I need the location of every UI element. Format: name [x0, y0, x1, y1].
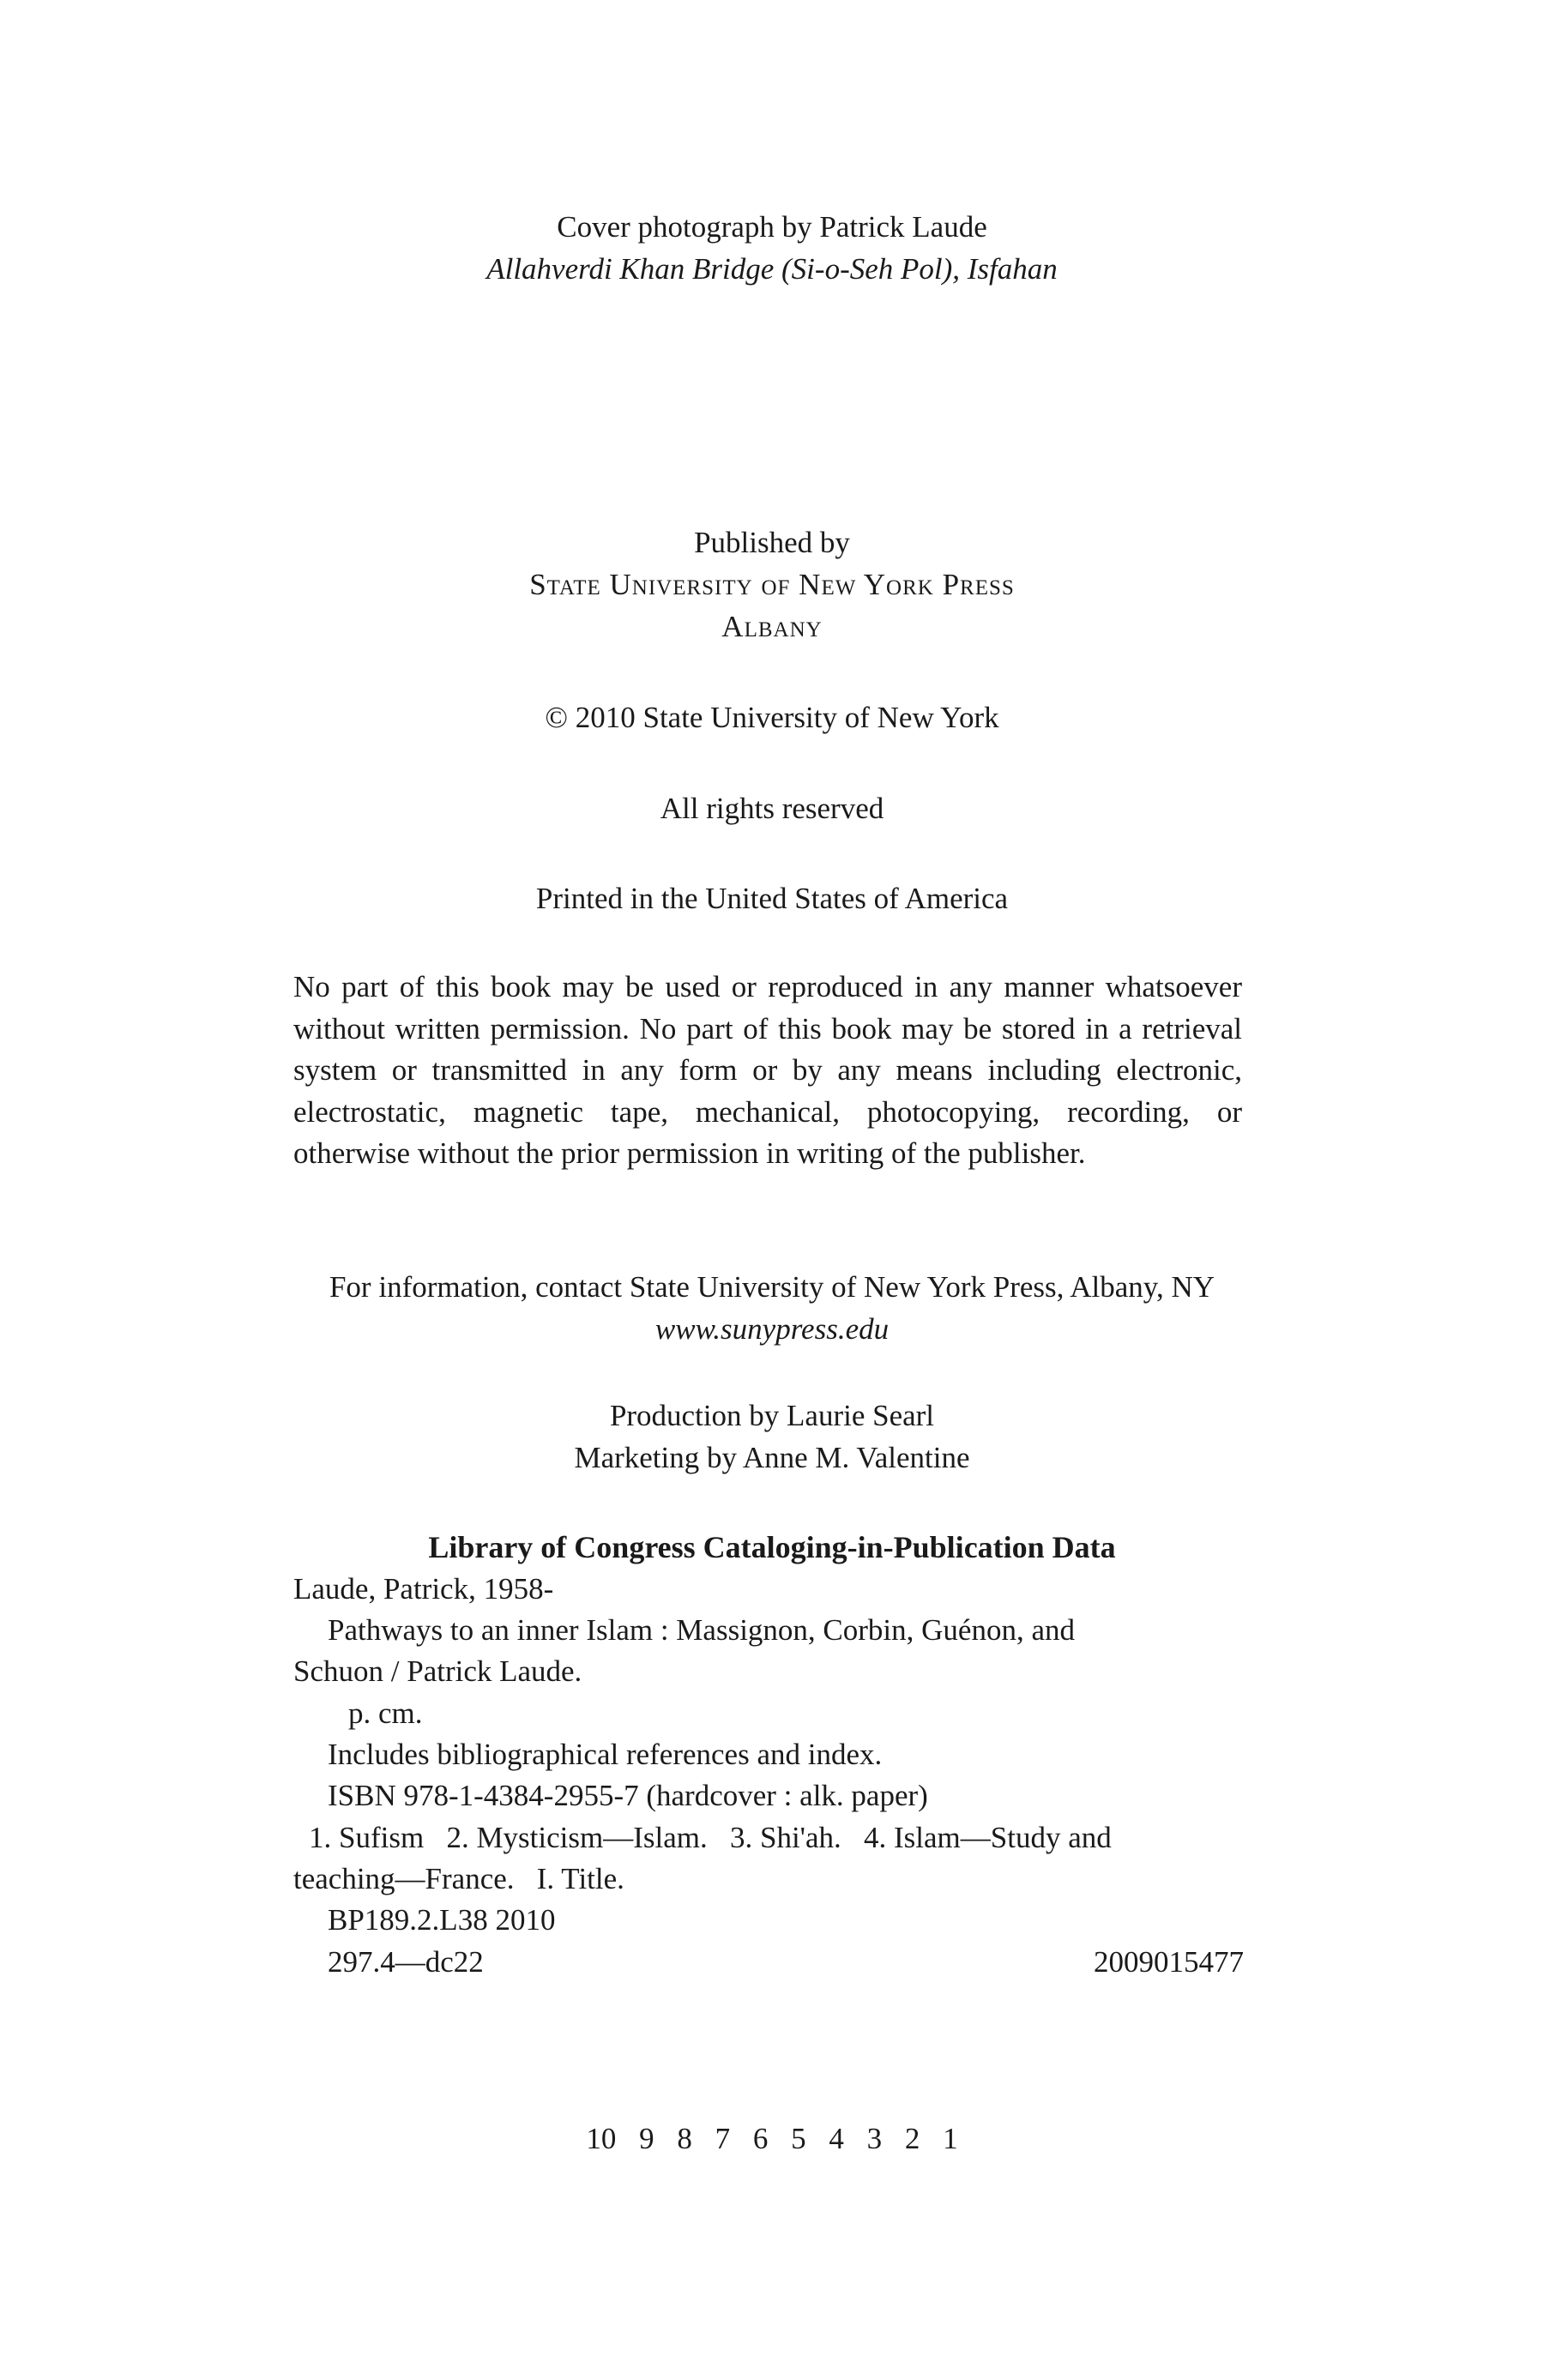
cip-dewey: 297.4—dc22	[328, 1945, 484, 1979]
cip-subjects-line1: 1. Sufism 2. Mysticism—Islam. 3. Shi'ah. 4. Islam—Study and	[309, 1821, 1112, 1854]
published-by: Published by	[694, 526, 850, 559]
printed-line: Printed in the United States of America	[535, 882, 1009, 915]
cip-lccn: 2009015477	[1094, 1945, 1244, 1979]
copyright-line: © 2010 State University of New York	[545, 701, 999, 734]
cip-subjects-line2: teaching—France. I. Title.	[293, 1862, 624, 1895]
print-line: 10 9 8 7 6 5 4 3 2 1	[586, 2122, 958, 2155]
cip-title-line2: Schuon / Patrick Laude.	[293, 1654, 582, 1688]
cip-lc-class: BP189.2.L38 2010	[328, 1903, 556, 1937]
cip-author: Laude, Patrick, 1958-	[293, 1572, 554, 1606]
cover-caption: Allahverdi Khan Bridge (Si-o-Seh Pol), Isfahan	[486, 252, 1058, 286]
rights-line: All rights reserved	[660, 792, 884, 825]
cip-title-line1: Pathways to an inner Islam : Massignon, Corbin, Guénon, and	[328, 1613, 1076, 1647]
publisher-url: www.sunypress.edu	[654, 1312, 890, 1346]
permission-notice: No part of this book may be used or reproduced in any manner whatsoever without written permission. No part of this book may be stored in a retrieval system or transmitted in any form or by any means including electronic, electrostatic, magnetic tape, mechanical, photocopying, recording, or otherwise without the prior permission in writing of the publisher.	[293, 970, 1242, 1170]
publisher-city: Albany	[721, 610, 823, 643]
contact-info: For information, contact State University of New York Press, Albany, NY	[329, 1270, 1215, 1304]
cip-notes: Includes bibliographical references and index.	[328, 1738, 883, 1771]
cip-physical: p. cm.	[348, 1696, 423, 1730]
cip-isbn: ISBN 978-1-4384-2955-7 (hardcover : alk. paper)	[328, 1779, 928, 1812]
marketing-credit: Marketing by Anne M. Valentine	[574, 1441, 970, 1474]
publisher-name: State University of New York Press	[529, 568, 1015, 601]
cip-heading: Library of Congress Cataloging-in-Publication Data	[428, 1530, 1116, 1564]
production-credit: Production by Laurie Searl	[609, 1399, 935, 1432]
cover-credit: Cover photograph by Patrick Laude	[557, 210, 987, 244]
